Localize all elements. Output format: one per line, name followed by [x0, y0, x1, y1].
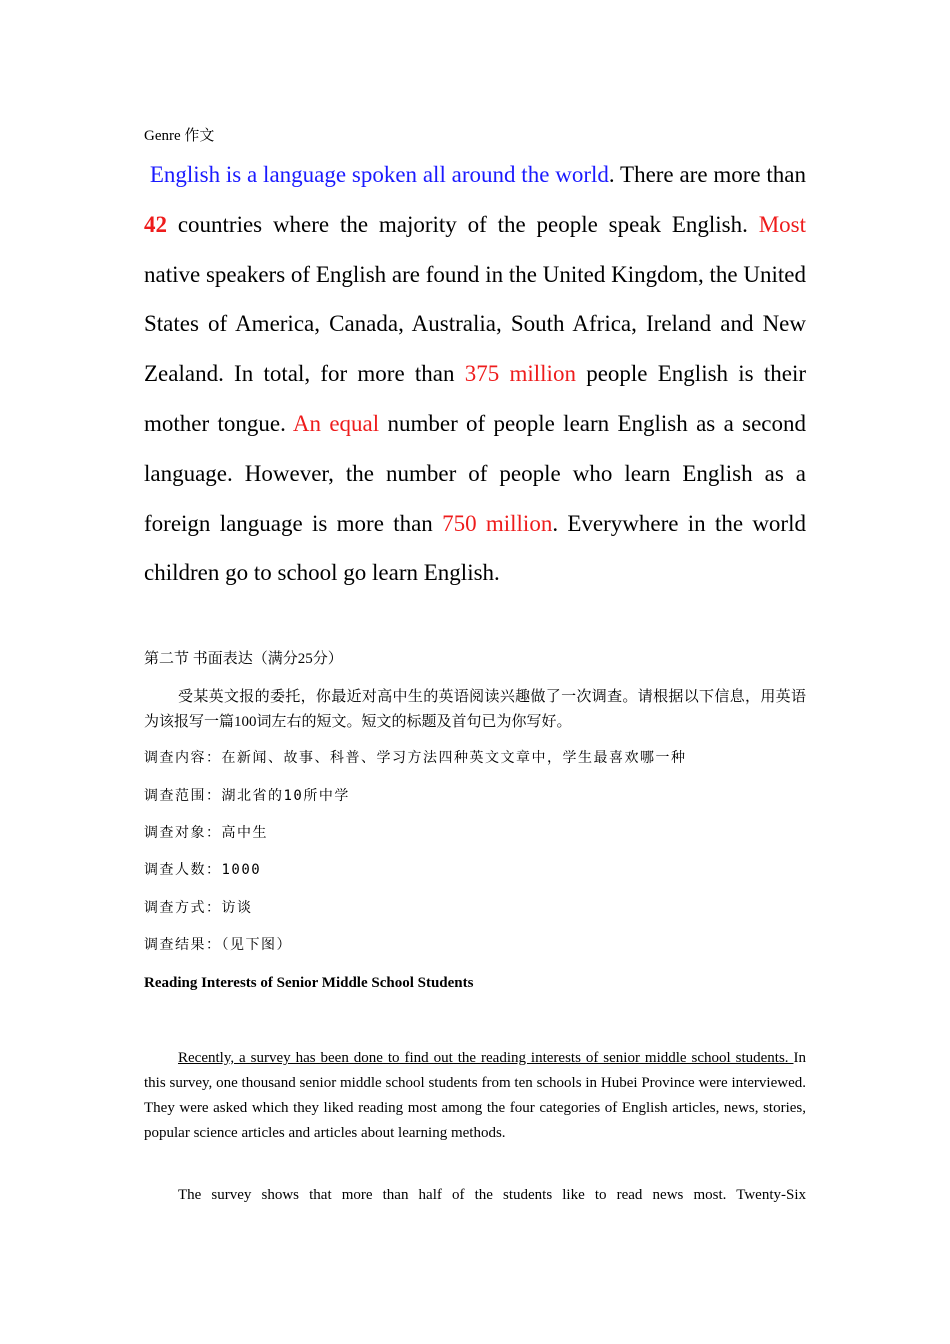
- section-title: 第二节 书面表达（满分25分）: [144, 651, 343, 667]
- essay-highlight-most: Most: [758, 211, 806, 237]
- survey-subject: 调查对象：高中生: [144, 825, 268, 841]
- essay-paragraph: [144, 150, 806, 598]
- essay-text-6: . Everywhere in the world children go to school go learn English.: [144, 510, 806, 586]
- survey-content: 调查内容：在新闻、故事、科普、学习方法四种英文文章中，学生最喜欢哪一种: [144, 750, 687, 766]
- survey-method: 调查方式：访谈: [144, 900, 253, 916]
- essay-text-1: . There are more than: [608, 162, 806, 187]
- reading-paragraph-1: [144, 1046, 806, 1146]
- reading-paragraph-2: The survey shows that more than half of the students like to read news most. Twenty-Six: [178, 1187, 806, 1203]
- reading-title: Reading Interests of Senior Middle School Students: [144, 975, 474, 991]
- survey-result: 调查结果：（见下图）: [144, 937, 292, 953]
- genre-label: Genre 作文: [144, 128, 215, 144]
- survey-count: 调查人数：1000: [144, 862, 262, 878]
- essay-number-750: 750 million: [442, 510, 553, 536]
- survey-range: 调查范围：湖北省的10所中学: [144, 788, 350, 804]
- instructions-paragraph: 受某英文报的委托，你最近对高中生的英语阅读兴趣做了一次调查。请根据以下信息，用英语为该报写一篇100词左右的短文。短文的标题及首句已为你写好。: [144, 689, 806, 730]
- reading-paragraph-1-rest: In this survey, one thousand senior middle school students from ten schools in Hubei Province were interviewed. They were asked which they liked reading most among the four categories of English articles, news, stories, popular science articles and articles about learning methods.: [144, 1050, 806, 1141]
- essay-text-5: number of people learn English as a second language. However, the number of people who learn English as a foreign language is more than: [144, 410, 806, 536]
- essay-number-375: 375 million: [464, 361, 576, 387]
- essay-text-2: countries where the majority of the people speak English.: [167, 211, 759, 237]
- essay-text-3: native speakers of English are found in the United Kingdom, the United States of America, Canada, Australia, South Africa, Ireland and New Zealand. In total, for more than: [144, 261, 806, 387]
- essay-highlight-blue: English is a language spoken all around the world: [149, 162, 609, 187]
- reading-first-sentence: Recently, a survey has been done to find out the reading interests of senior middle school students.: [178, 1050, 794, 1066]
- essay-number-42: 42: [144, 211, 167, 237]
- essay-text-4: people English is their mother tongue.: [144, 361, 807, 436]
- essay-highlight-equal: An equal: [292, 410, 380, 436]
